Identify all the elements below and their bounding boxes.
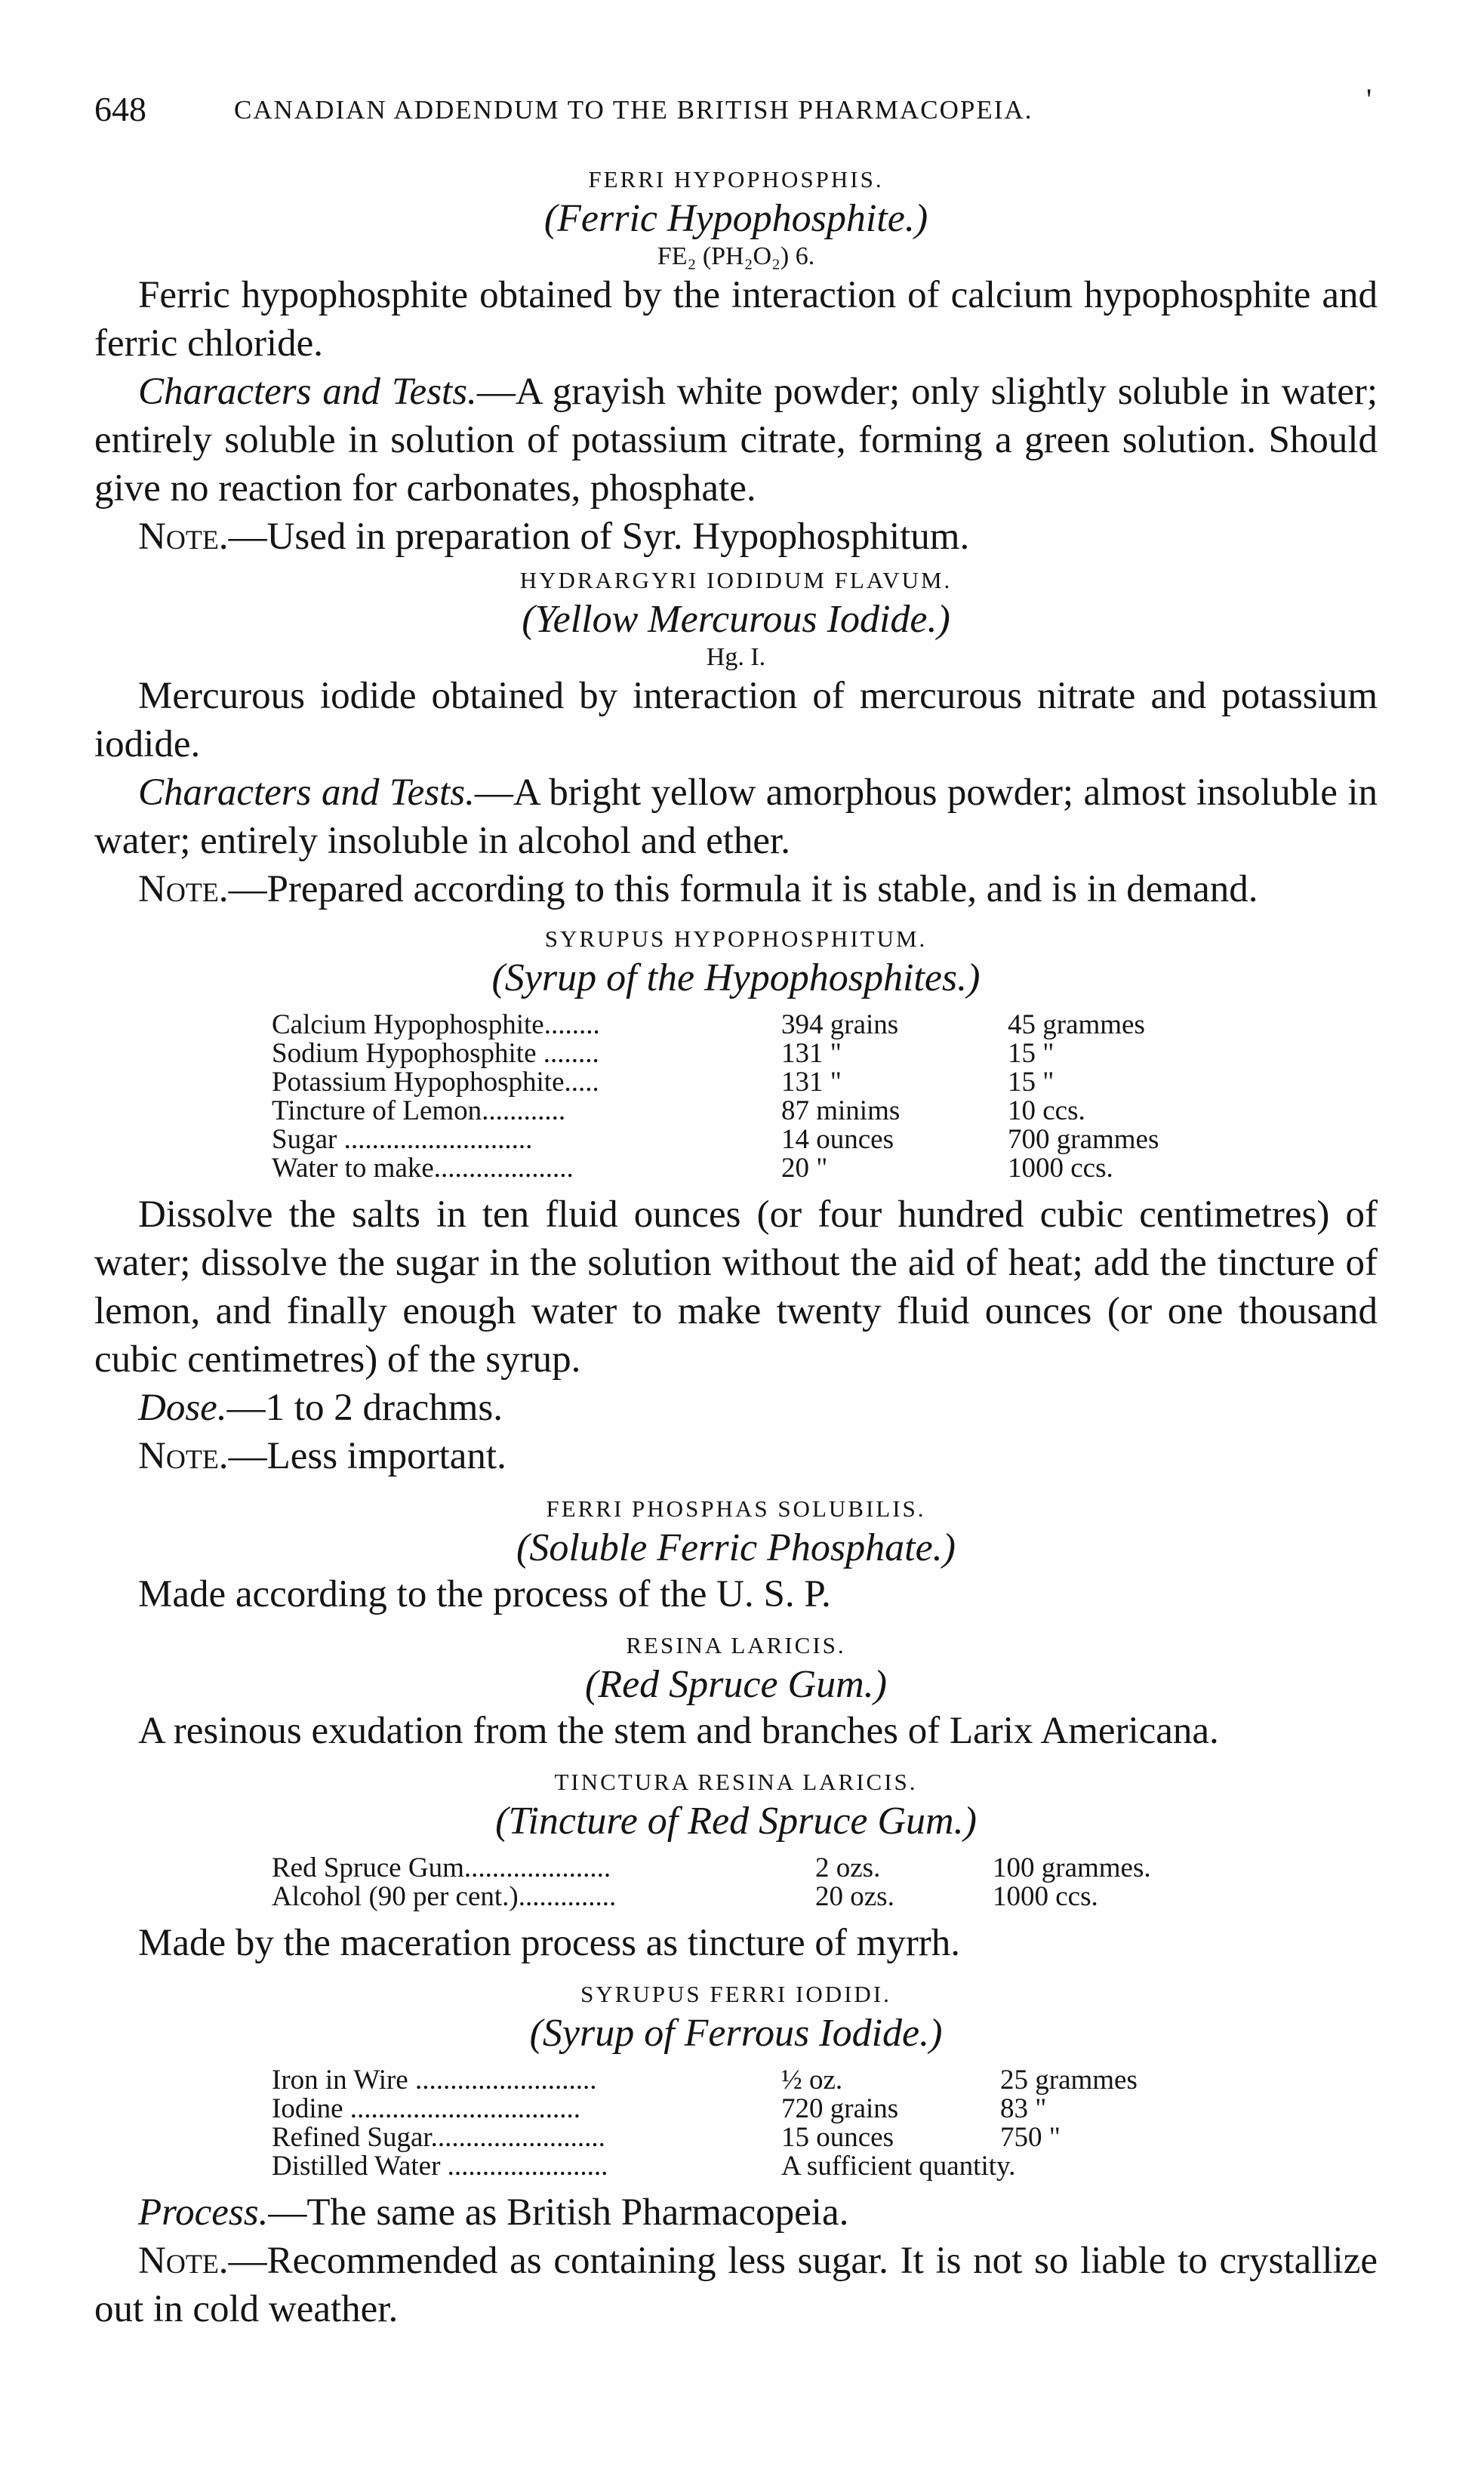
ingredient-quantity-metric: 25 grammes (1000, 2065, 1138, 2096)
section-syrupus-hypophosphitum (94, 925, 1378, 1480)
description-paragraph: A resinous exudation from the stem and branches of Larix Americana. (138, 1710, 1219, 1752)
section-hydrargyri (94, 567, 1378, 913)
recipe-row (272, 2095, 1138, 2123)
note-paragraph (94, 1432, 1378, 1480)
note-label: Note. (138, 516, 229, 558)
section-heading: SYRUPUS FERRI IODIDI. (580, 1981, 891, 2007)
ingredient-name: Sodium Hypophosphite ........ (272, 1038, 599, 1069)
stray-mark: ' (1366, 82, 1372, 116)
page (94, 53, 1378, 2333)
ingredient-name: Potassium Hypophosphite..... (272, 1067, 599, 1098)
recipe-row (272, 1883, 1151, 1911)
note-text: —Prepared according to this formula it is stable, and is in demand. (228, 868, 1258, 910)
dose-text: —1 to 2 drachms. (226, 1387, 503, 1429)
running-title: CANADIAN ADDENDUM TO THE BRITISH PHARMACOPEIA. (234, 95, 1033, 125)
section-subtitle: (Soluble Ferric Phosphate.) (516, 1526, 956, 1569)
note-paragraph (94, 2237, 1378, 2333)
ingredient-name: Calcium Hypophosphite........ (272, 1009, 600, 1040)
section-subtitle: (Yellow Mercurous Iodide.) (522, 598, 950, 641)
characters-label: Characters and Tests. (138, 371, 477, 413)
description-paragraph: Made according to the process of the U. S. P. (138, 1573, 831, 1615)
ingredient-name: Iodine ................................. (272, 2093, 581, 2124)
recipe-row (272, 1854, 1151, 1883)
note-paragraph (94, 513, 1378, 561)
characters-paragraph (94, 368, 1378, 513)
recipe-table (272, 2066, 1138, 2181)
recipe-row (272, 1126, 1159, 1154)
note-text: —Used in preparation of Syr. Hypophosphitum. (228, 516, 970, 558)
ingredient-quantity-metric: 700 grammes (1008, 1124, 1159, 1155)
note-label: Note. (138, 1435, 229, 1477)
ingredient-quantity-metric: 15 " (1008, 1038, 1055, 1069)
ingredient-quantity-imperial: A sufficient quantity. (781, 2151, 1016, 2182)
process-text: —The same as British Pharmacopeia. (268, 2191, 849, 2234)
ingredient-quantity-metric: 1000 ccs. (1008, 1153, 1113, 1184)
section-syrupus-ferri-iodidi (94, 1981, 1378, 2333)
note-paragraph (94, 865, 1378, 913)
recipe-row (272, 2066, 1138, 2095)
section-subtitle: (Syrup of the Hypophosphites.) (491, 956, 981, 999)
ingredient-quantity-metric: 750 " (1000, 2122, 1061, 2153)
section-tinctura-resina-laricis (94, 1769, 1378, 1967)
ingredient-name: Refined Sugar......................... (272, 2122, 605, 2153)
recipe-row (272, 1039, 1159, 1068)
characters-text: —A grayish white powder; only slightly soluble in water; entirely soluble in solution of potassium citrate, forming a green solution. Should give no reaction for carbonates, phosphate. (94, 371, 1378, 510)
page-number: 648 (94, 90, 146, 128)
page-header (94, 53, 1378, 143)
section-heading: SYRUPUS HYPOPHOSPHITUM. (544, 925, 928, 952)
section-subtitle: (Ferric Hypophosphite.) (543, 197, 928, 240)
ingredient-quantity-metric: 10 ccs. (1008, 1095, 1085, 1126)
ingredient-name: Tincture of Lemon............ (272, 1095, 566, 1126)
directions-paragraph: Dissolve the salts in ten fluid ounces (or four hundred cubic centimetres) of water; dissolve the sugar in the solution without the aid of heat; add the tincture of lemon, and finally enough water to make twenty fluid ounces (or one thousand cubic centimetres) of the syrup. (94, 1193, 1378, 1381)
ingredient-name: Alcohol (90 per cent.).............. (272, 1881, 617, 1912)
chemical-formula: FE₂ (PH₂O₂) 6. (657, 242, 815, 270)
section-subtitle: (Tincture of Red Spruce Gum.) (495, 1800, 977, 1843)
recipe-row (272, 1097, 1159, 1126)
ingredient-quantity-metric: 1000 ccs. (993, 1881, 1098, 1912)
section-heading: RESINA LARICIS. (626, 1632, 846, 1658)
ingredient-quantity-imperial: 131 " (781, 1038, 842, 1069)
section-heading: TINCTURA RESINA LARICIS. (554, 1769, 918, 1795)
recipe-row (272, 1068, 1159, 1097)
description-paragraph: Ferric hypophosphite obtained by the interaction of calcium hypophosphite and ferric chloride. (94, 274, 1378, 365)
ingredient-quantity-imperial: 15 ounces (781, 2122, 894, 2153)
ingredient-name: Sugar ........................... (272, 1124, 533, 1155)
recipe-row (272, 2123, 1138, 2152)
description-paragraph: Made by the maceration process as tincture of myrrh. (138, 1922, 961, 1964)
section-heading: HYDRARGYRI IODIDUM FLAVUM. (519, 567, 953, 593)
ingredient-quantity-metric: 83 " (1000, 2093, 1047, 2124)
ingredient-quantity-imperial: 87 minims (781, 1095, 901, 1126)
characters-paragraph (94, 768, 1378, 865)
section-heading: FERRI PHOSPHAS SOLUBILIS. (546, 1495, 926, 1522)
section-subtitle: (Red Spruce Gum.) (585, 1663, 887, 1706)
note-text: —Less important. (228, 1435, 506, 1477)
section-subtitle: (Syrup of Ferrous Iodide.) (529, 2012, 943, 2055)
ingredient-quantity-imperial: 720 grains (781, 2093, 899, 2124)
dose-label: Dose. (138, 1387, 227, 1429)
ingredient-name: Water to make.................... (272, 1153, 574, 1184)
ingredient-name: Iron in Wire .......................... (272, 2065, 597, 2096)
recipe-row (272, 1011, 1159, 1039)
section-ferri-hypophosphis (94, 166, 1378, 561)
ingredient-quantity-metric: 45 grammes (1008, 1009, 1145, 1040)
section-resina-laricis (94, 1632, 1378, 1755)
ingredient-name: Red Spruce Gum..................... (272, 1852, 611, 1883)
recipe-row (272, 2152, 1138, 2181)
process-paragraph (94, 2188, 1378, 2237)
ingredient-quantity-imperial: ½ oz. (781, 2065, 843, 2096)
recipe-row (272, 1154, 1159, 1183)
process-label: Process. (138, 2191, 269, 2234)
characters-label: Characters and Tests. (138, 771, 475, 814)
note-label: Note. (138, 2240, 229, 2282)
chemical-formula: Hg. I. (706, 643, 766, 671)
section-ferri-phosphas (94, 1495, 1378, 1618)
ingredient-quantity-imperial: 2 ozs. (815, 1852, 881, 1883)
note-label: Note. (138, 868, 229, 910)
ingredient-quantity-imperial: 394 grains (781, 1009, 899, 1040)
recipe-table (272, 1011, 1159, 1183)
dose-paragraph (94, 1384, 1378, 1432)
ingredient-quantity-imperial: 20 ozs. (815, 1881, 894, 1912)
note-text: —Recommended as containing less sugar. It is not so liable to crystallize out in cold weather. (94, 2240, 1378, 2330)
description-paragraph: Mercurous iodide obtained by interaction of mercurous nitrate and potassium iodide. (94, 675, 1378, 765)
section-heading: FERRI HYPOPHOSPHIS. (588, 166, 884, 192)
ingredient-quantity-metric: 100 grammes. (993, 1852, 1151, 1883)
ingredient-quantity-imperial: 131 " (781, 1067, 842, 1098)
recipe-table (272, 1854, 1151, 1911)
characters-text: —A bright yellow amorphous powder; almost insoluble in water; entirely insoluble in alcohol and ether. (94, 771, 1378, 862)
ingredient-quantity-imperial: 14 ounces (781, 1124, 894, 1155)
ingredient-quantity-imperial: 20 " (781, 1153, 828, 1184)
ingredient-quantity-metric: 15 " (1008, 1067, 1055, 1098)
ingredient-name: Distilled Water ....................... (272, 2151, 608, 2182)
